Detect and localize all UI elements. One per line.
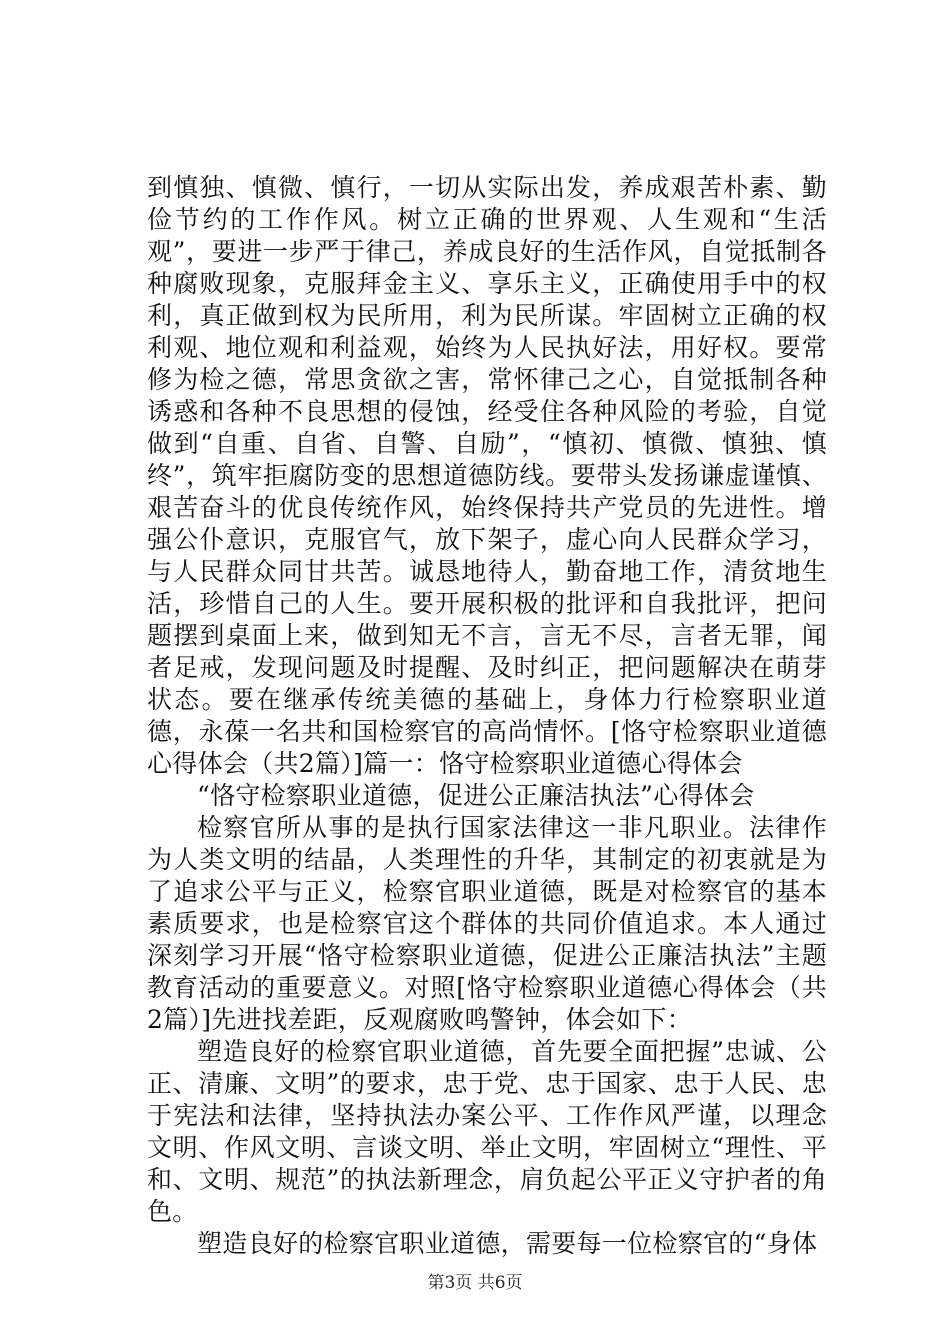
document-body — [147, 172, 827, 1260]
paragraph-3: 检察官所从事的是执行国家法律这一非凡职业。法律作为人类文明的结晶，人类理性的升华，其制定的初衷就是为了追求公平与正义，检察官职业道德，既是对检察官的基本素质要求，也是检察官这个群体的共同价值追求。本人通过深刻学习开展“恪守检察职业道德，促进公正廉洁执法”主题教育活动的重要意义。对照[恪守检察职业道德心得体会（共2篇）]先进找差距，反观腐败鸣警钟，体会如下： — [147, 813, 827, 1034]
paragraph-5: 塑造良好的检察官职业道德，需要每一位检察官的“身体 — [197, 1229, 818, 1258]
paragraph-4: 塑造良好的检察官职业道德，首先要全面把握”忠诚、公正、清廉、文明”的要求，忠于党、忠于国家、忠于人民、忠于宪法和法律，坚持执法办案公平、工作作风严谨，以理念文明、作风文明、言谈文明、举止文明，牢固树立“理性、平和、文明、规范”的执法新理念，肩负起公平正义守护者的角色。 — [147, 1037, 827, 1226]
page-footer: 第3页 共6页 — [427, 1273, 523, 1293]
paragraph-1: 到慎独、慎微、慎行，一切从实际出发，养成艰苦朴素、勤俭节约的工作作风。树立正确的世界观、人生观和“生活观”，要进一步严于律己，养成良好的生活作风，自觉抵制各种腐败现象，克服拜金主义、享乐主义，正确使用手中的权利，真正做到权为民所用，利为民所谋。牢固树立正确的权利观、地位观和利益观，始终为人民执好法，用好权。要常修为检之德，常思贪欲之害，常怀律己之心，自觉抵制各种诱惑和各种不良思想的侵蚀，经受住各种风险的考验，自觉做到“自重、自省、自警、自励”，“慎初、慎微、慎独、慎终”，筑牢拒腐防变的思想道德防线。要带头发扬谦虚谨慎、艰苦奋斗的优良传统作风，始终保持共产党员的先进性。增强公仆意识，克服官气，放下架子，虚心向人民群众学习，与人民群众同甘共苦。诚恳地待人，勤奋地工作，清贫地生活，珍惜自己的人生。要开展积极的批评和自我批评，把问题摆到桌面上来，做到知无不言，言无不尽，言者无罪，闻者足戒，发现问题及时提醒、及时纠正，把问题解决在萌芽状态。要在继承传统美德的基础上，身体力行检察职业道德，永葆一名共和国检察官的高尚情怀。[恪守检察职业道德心得体会（共2篇）]篇一：恪守检察职业道德心得体会 — [147, 173, 827, 778]
paragraph-2: “恪守检察职业道德，促进公正廉洁执法”心得体会 — [197, 781, 755, 810]
